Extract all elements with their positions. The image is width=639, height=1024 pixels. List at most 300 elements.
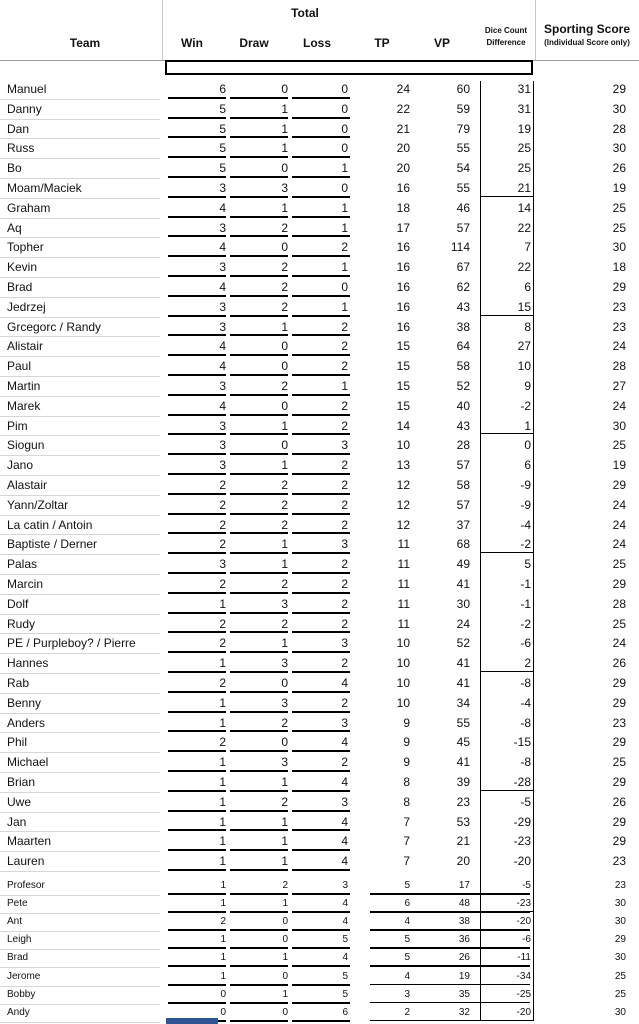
loss-value: 2 (341, 398, 348, 413)
loss-value: 4 (341, 854, 348, 869)
draw-value: 1 (281, 557, 288, 572)
table-row (0, 969, 639, 987)
cell-underline (230, 750, 288, 752)
cell-underline (292, 196, 350, 198)
sport-value: 30 (614, 1006, 626, 1018)
cell-underline (292, 947, 350, 949)
sport-value: 30 (614, 898, 626, 910)
sport-value: 29 (612, 695, 626, 710)
cell-underline (230, 984, 288, 986)
cell-underline (292, 156, 350, 158)
table-row (0, 159, 639, 179)
draw-value: 2 (281, 517, 288, 532)
tp-value: 10 (396, 636, 410, 651)
cell-underline (292, 592, 350, 594)
win-value: 1 (219, 834, 226, 849)
table-row (0, 179, 639, 199)
table-row (0, 773, 639, 793)
win-value: 2 (219, 636, 226, 651)
draw-value: 1 (281, 537, 288, 552)
dice-value: -6 (520, 636, 531, 651)
loss-value: 4 (341, 834, 348, 849)
win-value: 1 (219, 695, 226, 710)
tp-value: 18 (396, 200, 410, 215)
cell-underline (168, 711, 226, 713)
loss-value: 2 (341, 695, 348, 710)
sport-value: 28 (612, 359, 626, 374)
cell-underline (292, 216, 350, 218)
loss-value: 2 (341, 478, 348, 492)
cell-underline (230, 869, 288, 871)
tp-value: 7 (403, 834, 410, 849)
cell-underline (292, 354, 350, 356)
cell-underline (168, 770, 226, 772)
dice-value: -5 (520, 794, 531, 809)
vp-value: 40 (456, 398, 470, 413)
table-row (0, 852, 639, 872)
team-name: Marcin (7, 577, 44, 591)
draw-value: 0 (281, 161, 288, 176)
cell-underline (230, 176, 288, 178)
win-value: 3 (219, 438, 226, 453)
vp-value: 52 (456, 636, 470, 651)
tp-value: 13 (396, 458, 410, 473)
loss-value: 2 (341, 557, 348, 572)
cell-underline (230, 117, 288, 119)
sport-value: 29 (612, 814, 626, 829)
sport-value: 28 (612, 596, 626, 611)
draw-value: 0 (282, 934, 288, 946)
cell-underline (230, 592, 288, 594)
dice-value: 15 (517, 299, 531, 314)
dice-value: 14 (517, 200, 531, 215)
cell-underline (168, 235, 226, 237)
cell-underline (168, 493, 226, 495)
tp-value: 15 (396, 359, 410, 374)
sport-value: 24 (612, 636, 626, 651)
cell-underline (168, 552, 226, 554)
team-name: Hannes (7, 656, 49, 671)
table-row (0, 258, 639, 278)
tp-value: 7 (403, 814, 410, 829)
win-value: 4 (219, 398, 226, 413)
cell-underline (292, 711, 350, 713)
cell-underline (292, 1020, 350, 1022)
vp-value: 57 (456, 220, 470, 235)
team-name: Moam/Maciek (7, 181, 82, 195)
cell-underline (168, 354, 226, 356)
team-name: La catin / Antoin (7, 517, 93, 532)
dice-group-box (480, 180, 534, 316)
loss-value: 2 (341, 577, 348, 591)
sport-value: 27 (612, 379, 626, 393)
win-value: 3 (219, 220, 226, 235)
win-value: 2 (219, 735, 226, 750)
loss-value: 2 (341, 497, 348, 512)
cell-underline (230, 572, 288, 574)
draw-value: 1 (281, 418, 288, 433)
dice-group-box (480, 897, 534, 1021)
dice-value: -23 (513, 834, 531, 849)
cell-underline (292, 631, 350, 633)
tp-value: 11 (397, 577, 410, 591)
cell-underline (292, 513, 350, 515)
team-name: Palas (7, 557, 38, 572)
table-row (0, 318, 639, 338)
win-value: 4 (219, 339, 226, 354)
loss-value: 4 (341, 735, 348, 750)
vp-value: 53 (456, 814, 470, 829)
cell-underline (230, 493, 288, 495)
table-row (0, 634, 639, 654)
cell-underline (230, 216, 288, 218)
win-value: 2 (219, 478, 226, 492)
dice-value: -34 (516, 970, 531, 982)
vp-value: 55 (456, 141, 470, 156)
dice-value: 10 (517, 359, 531, 374)
cell-underline (168, 315, 226, 317)
sport-value: 18 (612, 260, 626, 275)
cell-underline (230, 196, 288, 198)
sport-value: 29 (612, 577, 626, 591)
cell-underline (168, 1002, 226, 1004)
tp-value: 15 (396, 398, 410, 413)
vp-value: 55 (456, 715, 470, 730)
tp-value: 5 (404, 880, 410, 891)
draw-value: 3 (281, 695, 288, 710)
table-row (0, 377, 639, 397)
table-row (0, 278, 639, 298)
tp-value: 9 (403, 715, 410, 730)
blank-bordered-cell (165, 60, 533, 75)
cell-underline (292, 394, 350, 396)
tp-value: 11 (397, 557, 410, 572)
vp-value: 21 (456, 834, 470, 849)
tp-value: 11 (397, 537, 410, 552)
row-gridline (0, 871, 160, 872)
cell-underline (168, 947, 226, 949)
team-name: Marek (7, 398, 41, 413)
cell-underline (230, 394, 288, 396)
cell-underline (168, 394, 226, 396)
sport-value: 24 (612, 398, 626, 413)
table-row (0, 896, 639, 914)
loss-value: 3 (341, 715, 348, 730)
dice-group-box (480, 655, 534, 791)
vp-value: 59 (456, 101, 470, 116)
cell-underline (168, 893, 226, 895)
win-value: 2 (219, 537, 226, 552)
tp-value: 8 (403, 775, 410, 789)
tp-value: 11 (397, 616, 410, 631)
tp-value: 10 (396, 438, 410, 453)
win-value: 1 (219, 656, 226, 671)
team-name: Jerome (7, 970, 41, 982)
win-header: Win (181, 36, 203, 50)
cell-underline (230, 473, 288, 475)
cell-underline (230, 651, 288, 653)
cell-underline (168, 592, 226, 594)
column-divider (162, 0, 163, 60)
cell-underline (230, 671, 288, 673)
tp-value: 5 (404, 952, 410, 964)
win-value: 1 (219, 775, 226, 789)
table-row (0, 417, 639, 437)
dice-value: -6 (522, 934, 531, 946)
tp-value: 21 (396, 121, 410, 136)
win-value: 1 (219, 854, 226, 869)
team-name: Michael (7, 755, 49, 770)
cell-underline (168, 651, 226, 653)
selection-indicator (166, 1018, 218, 1024)
draw-value: 2 (281, 379, 288, 393)
team-name: Kevin (7, 260, 38, 275)
row-gridline (0, 1022, 160, 1023)
dice-value: 5 (524, 557, 531, 572)
cell-underline (168, 790, 226, 792)
dice-value: 9 (524, 379, 531, 393)
tp-value: 4 (404, 916, 410, 928)
loss-value: 3 (341, 537, 348, 552)
win-value: 2 (219, 577, 226, 591)
cell-underline (230, 235, 288, 237)
team-name: Jano (7, 458, 34, 473)
dice-value: -9 (520, 478, 531, 492)
draw-value: 1 (281, 121, 288, 136)
table-row (0, 100, 639, 120)
tp-value: 5 (404, 934, 410, 946)
win-value: 3 (219, 181, 226, 195)
cell-underline (168, 810, 226, 812)
win-value: 4 (219, 280, 226, 294)
win-value: 3 (219, 379, 226, 393)
table-row (0, 674, 639, 694)
cell-underline (292, 730, 350, 732)
team-name: Benny (7, 695, 42, 710)
cell-underline (230, 433, 288, 435)
cell-underline (230, 612, 288, 614)
draw-value: 2 (281, 794, 288, 809)
cell-underline (168, 275, 226, 277)
dice-value: 22 (517, 260, 531, 275)
loss-value: 4 (342, 898, 348, 910)
tp-value: 9 (403, 735, 410, 750)
draw-value: 1 (281, 854, 288, 869)
tp-value: 12 (396, 497, 410, 512)
loss-value: 3 (341, 438, 348, 453)
cell-underline (168, 216, 226, 218)
dice-value: -9 (520, 497, 531, 512)
cell-underline (292, 532, 350, 534)
team-name: Siogun (7, 438, 45, 453)
win-value: 3 (219, 458, 226, 473)
cell-underline (292, 235, 350, 237)
table-row (0, 397, 639, 417)
team-name: Pete (7, 898, 28, 910)
table-row (0, 987, 639, 1005)
cell-underline (230, 136, 288, 138)
cell-underline (230, 893, 288, 895)
cell-underline (230, 453, 288, 455)
cell-underline (168, 334, 226, 336)
table-row (0, 199, 639, 219)
cell-underline (292, 893, 350, 895)
cell-underline (230, 354, 288, 356)
loss-value: 3 (341, 636, 348, 651)
loss-value: 0 (341, 280, 348, 294)
draw-value: 0 (281, 359, 288, 374)
draw-value: 0 (281, 240, 288, 255)
win-value: 1 (220, 898, 226, 910)
draw-value: 0 (281, 735, 288, 750)
sport-value: 30 (612, 418, 626, 433)
table-row (0, 337, 639, 357)
dice-value: -25 (516, 988, 531, 1000)
table-row (0, 456, 639, 476)
win-value: 0 (220, 988, 226, 1000)
cell-underline (230, 334, 288, 336)
vp-value: 79 (456, 121, 470, 136)
table-row (0, 714, 639, 734)
loss-value: 4 (341, 814, 348, 829)
draw-value: 0 (281, 339, 288, 354)
team-name: Baptiste / Derner (7, 537, 98, 552)
tp-value: 6 (404, 898, 410, 910)
cell-underline (292, 453, 350, 455)
tp-value: 3 (404, 988, 410, 1000)
cell-underline (292, 374, 350, 376)
loss-value: 0 (341, 181, 348, 195)
cell-underline (230, 849, 288, 851)
team-name: Jedrzej (7, 299, 46, 314)
win-value: 1 (220, 880, 226, 891)
cell-underline (168, 869, 226, 871)
dice-value: -5 (522, 880, 531, 891)
draw-value: 1 (281, 319, 288, 334)
cell-underline (168, 631, 226, 633)
table-row (0, 733, 639, 753)
cell-underline (230, 315, 288, 317)
draw-value: 0 (281, 82, 288, 96)
draw-value: 1 (281, 775, 288, 789)
cell-underline (168, 829, 226, 831)
tp-value: 16 (396, 319, 410, 334)
tp-value: 2 (404, 1006, 410, 1018)
vp-header: VP (433, 36, 450, 50)
draw-value: 2 (281, 497, 288, 512)
draw-value: 2 (281, 478, 288, 492)
cell-underline (230, 255, 288, 257)
sport-value: 19 (612, 181, 626, 195)
cell-underline (230, 414, 288, 416)
dice-value: -2 (520, 537, 531, 552)
vp-value: 48 (458, 898, 470, 910)
team-name: Pim (7, 418, 28, 433)
table-row (0, 575, 639, 595)
loss-value: 2 (341, 755, 348, 770)
sport-value: 26 (612, 161, 626, 176)
dice-value: 7 (524, 240, 531, 255)
cell-underline (168, 453, 226, 455)
team-name: Dolf (7, 596, 29, 611)
dice-value: 2 (524, 656, 531, 671)
cell-underline (168, 730, 226, 732)
table-row (0, 1005, 639, 1023)
cell-underline (168, 255, 226, 257)
cell-underline (292, 849, 350, 851)
team-name: Grcegorc / Randy (7, 319, 102, 334)
cell-underline (230, 1002, 288, 1004)
win-value: 4 (219, 240, 226, 255)
cell-underline (168, 532, 226, 534)
win-value: 0 (220, 1006, 226, 1018)
win-value: 5 (219, 161, 226, 176)
loss-value: 2 (341, 596, 348, 611)
sport-value: 24 (612, 537, 626, 552)
tp-value: 10 (396, 695, 410, 710)
sport-value: 29 (612, 676, 626, 690)
cell-underline (292, 552, 350, 554)
cell-underline (292, 790, 350, 792)
win-value: 1 (220, 970, 226, 982)
win-value: 4 (219, 359, 226, 374)
tp-header: TP (374, 36, 390, 50)
draw-value: 3 (281, 596, 288, 611)
dice-value: 0 (524, 438, 531, 453)
table-row (0, 878, 639, 896)
dice-value: -11 (517, 952, 531, 964)
win-value: 1 (219, 755, 226, 770)
draw-value: 1 (281, 141, 288, 156)
loss-value: 4 (341, 775, 348, 789)
loss-value: 2 (341, 418, 348, 433)
dice-value: -2 (520, 398, 531, 413)
sport-value: 24 (612, 517, 626, 532)
table-row (0, 219, 639, 239)
cell-underline (292, 334, 350, 336)
table-row (0, 615, 639, 635)
draw-value: 1 (282, 988, 288, 1000)
dice-value: -20 (516, 1006, 531, 1018)
vp-value: 114 (450, 240, 470, 255)
cell-underline (168, 414, 226, 416)
team-name: Brad (7, 952, 29, 964)
loss-value: 4 (342, 952, 348, 964)
vp-value: 41 (456, 676, 470, 690)
win-value: 2 (219, 676, 226, 690)
tp-value: 20 (396, 161, 410, 176)
table-row (0, 298, 639, 318)
sport-value: 19 (612, 458, 626, 473)
cell-underline (168, 911, 226, 913)
loss-value: 1 (341, 161, 348, 176)
cell-underline (230, 156, 288, 158)
sport-value: 30 (612, 141, 626, 156)
cell-underline (230, 929, 288, 931)
vp-value: 23 (456, 794, 470, 809)
dice-group-box (480, 418, 534, 554)
sport-value: 29 (612, 834, 626, 849)
cell-underline (292, 612, 350, 614)
sport-value: 25 (612, 557, 626, 572)
cell-underline (230, 374, 288, 376)
cell-underline (230, 965, 288, 967)
draw-value: 2 (281, 715, 288, 730)
tp-value: 11 (397, 596, 410, 611)
cell-underline (168, 176, 226, 178)
draw-value: 0 (281, 438, 288, 453)
loss-value: 3 (342, 880, 348, 891)
